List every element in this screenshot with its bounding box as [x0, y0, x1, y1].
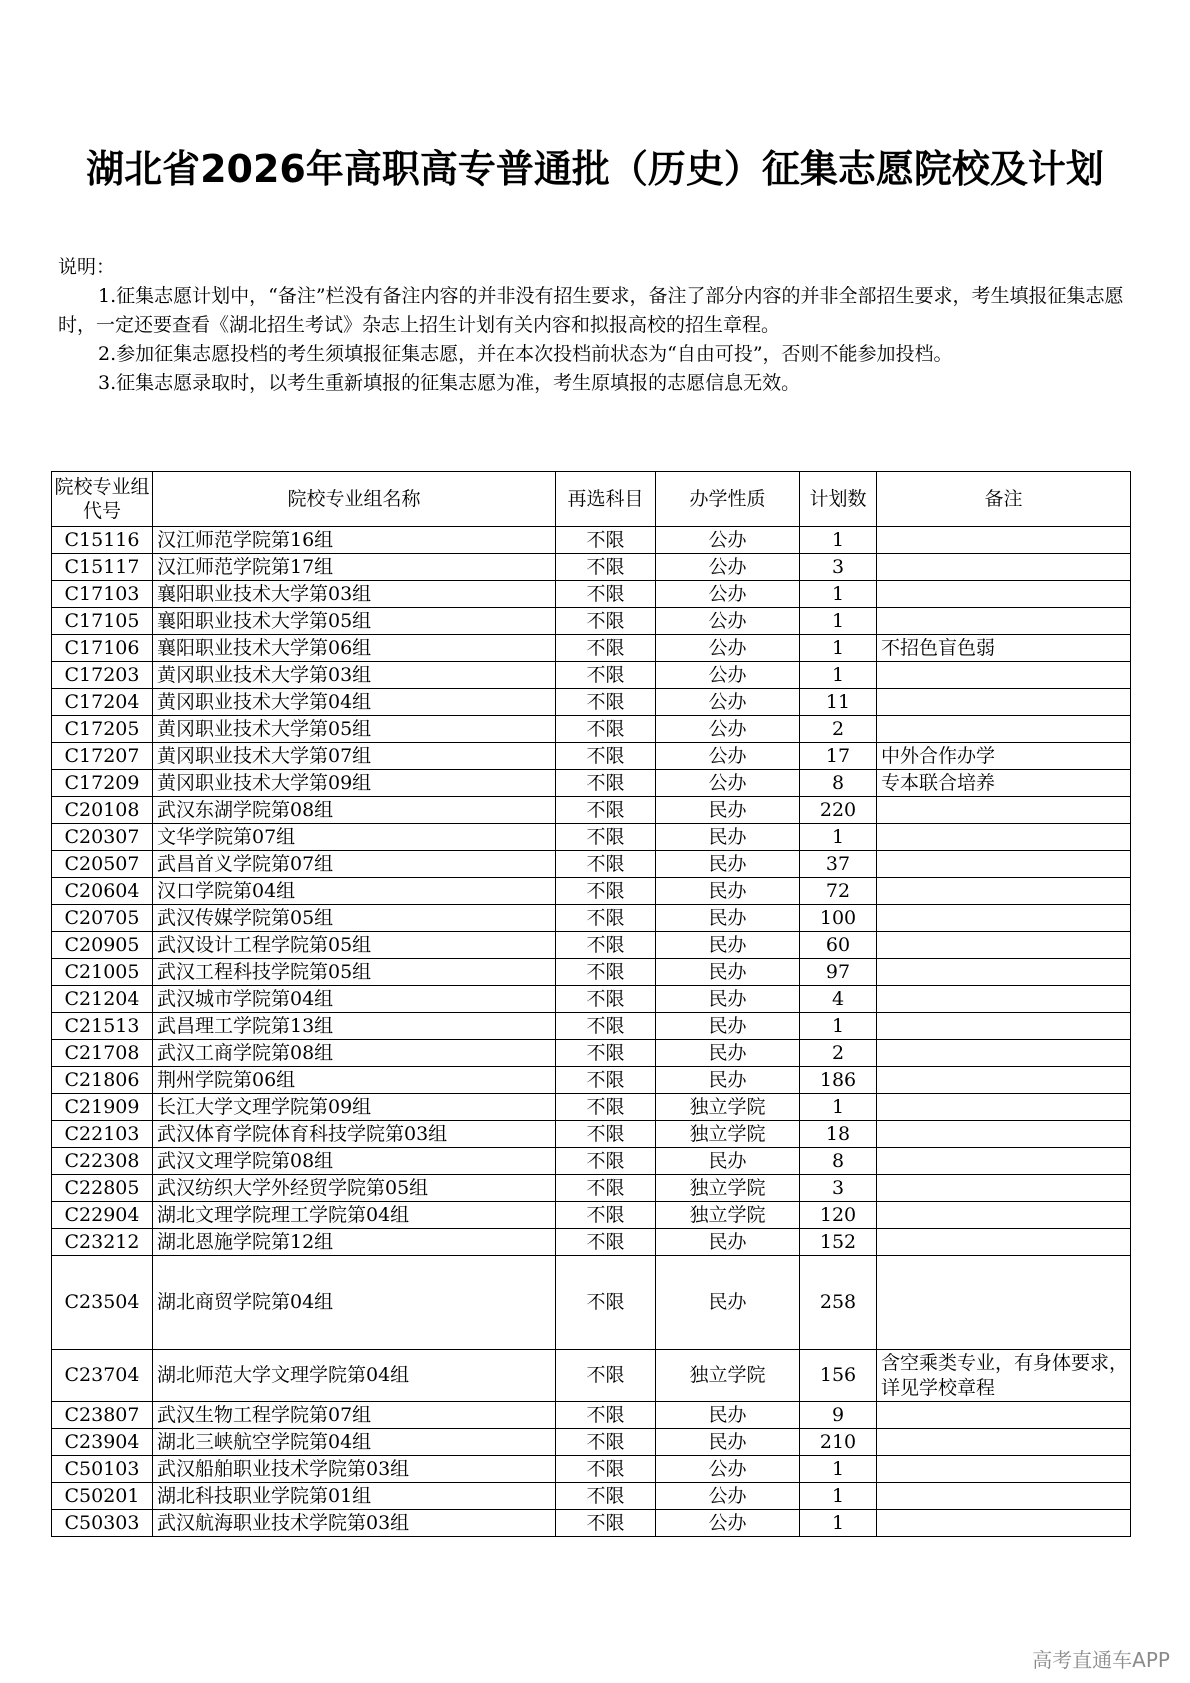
page-title: 湖北省2026年高职高专普通批（历史）征集志愿院校及计划: [86, 147, 1104, 191]
cell-name: 黄冈职业技术大学第05组: [153, 716, 556, 743]
cell-subject: 不限: [556, 1202, 656, 1229]
header-name: 院校专业组名称: [153, 472, 556, 527]
header-type: 办学性质: [656, 472, 800, 527]
table-header-row: [52, 472, 1131, 527]
header-plan: 计划数: [800, 472, 877, 527]
table-row: [52, 1350, 1131, 1402]
cell-code: C22805: [52, 1175, 153, 1202]
cell-note: [877, 1402, 1131, 1429]
cell-note: 含空乘类专业，有身体要求，详见学校章程: [877, 1350, 1131, 1402]
cell-code: C20705: [52, 905, 153, 932]
cell-note: [877, 716, 1131, 743]
cell-name: 武汉文理学院第08组: [153, 1148, 556, 1175]
cell-plan: 3: [800, 1175, 877, 1202]
cell-code: C23212: [52, 1229, 153, 1256]
note-item: 1.征集志愿计划中，“备注”栏没有备注内容的并非没有招生要求，备注了部分内容的并非全部招生要求，考生填报征集志愿时，一定还要查看《湖北招生考试》杂志上招生计划有关内容和拟报高校的招生章程。: [58, 285, 1124, 336]
cell-note: [877, 1429, 1131, 1456]
cell-note: [877, 932, 1131, 959]
cell-plan: 210: [800, 1429, 877, 1456]
cell-code: C21513: [52, 1013, 153, 1040]
cell-name: 武汉东湖学院第08组: [153, 797, 556, 824]
cell-subject: 不限: [556, 1040, 656, 1067]
cell-plan: 152: [800, 1229, 877, 1256]
cell-code: C17204: [52, 689, 153, 716]
table-row: [52, 689, 1131, 716]
cell-name: 武汉城市学院第04组: [153, 986, 556, 1013]
cell-code: C20905: [52, 932, 153, 959]
cell-note: [877, 986, 1131, 1013]
table-row: [52, 554, 1131, 581]
table-row: [52, 1229, 1131, 1256]
cell-type: 公办: [656, 743, 800, 770]
table-row: [52, 1013, 1131, 1040]
cell-code: C23704: [52, 1350, 153, 1402]
cell-plan: 1: [800, 1510, 877, 1537]
cell-note: [877, 1229, 1131, 1256]
cell-name: 汉江师范学院第16组: [153, 527, 556, 554]
cell-note: [877, 959, 1131, 986]
table-row: [52, 1483, 1131, 1510]
cell-note: [877, 1148, 1131, 1175]
cell-subject: 不限: [556, 878, 656, 905]
table-row: [52, 905, 1131, 932]
cell-code: C22904: [52, 1202, 153, 1229]
table-row: [52, 716, 1131, 743]
cell-subject: 不限: [556, 932, 656, 959]
table-row: [52, 662, 1131, 689]
cell-plan: 1: [800, 1094, 877, 1121]
note-item: 3.征集志愿录取时，以考生重新填报的征集志愿为准，考生原填报的志愿信息无效。: [98, 372, 801, 394]
cell-subject: 不限: [556, 1456, 656, 1483]
cell-subject: 不限: [556, 608, 656, 635]
cell-note: [877, 1067, 1131, 1094]
cell-subject: 不限: [556, 1067, 656, 1094]
cell-name: 黄冈职业技术大学第03组: [153, 662, 556, 689]
cell-subject: 不限: [556, 1229, 656, 1256]
cell-plan: 2: [800, 1040, 877, 1067]
cell-subject: 不限: [556, 1121, 656, 1148]
cell-subject: 不限: [556, 1175, 656, 1202]
table-row: [52, 1256, 1131, 1350]
cell-note: [877, 1202, 1131, 1229]
table-row: [52, 581, 1131, 608]
cell-plan: 258: [800, 1256, 877, 1350]
cell-subject: 不限: [556, 743, 656, 770]
cell-name: 襄阳职业技术大学第05组: [153, 608, 556, 635]
cell-code: C20604: [52, 878, 153, 905]
table-row: [52, 959, 1131, 986]
cell-code: C17209: [52, 770, 153, 797]
cell-code: C21204: [52, 986, 153, 1013]
cell-code: C17105: [52, 608, 153, 635]
cell-note: 专本联合培养: [877, 770, 1131, 797]
cell-plan: 4: [800, 986, 877, 1013]
cell-type: 民办: [656, 824, 800, 851]
cell-plan: 9: [800, 1402, 877, 1429]
table-row: [52, 878, 1131, 905]
cell-plan: 18: [800, 1121, 877, 1148]
cell-note: [877, 608, 1131, 635]
cell-type: 公办: [656, 716, 800, 743]
cell-note: [877, 1510, 1131, 1537]
cell-type: 民办: [656, 932, 800, 959]
cell-code: C17106: [52, 635, 153, 662]
cell-plan: 97: [800, 959, 877, 986]
cell-name: 长江大学文理学院第09组: [153, 1094, 556, 1121]
cell-note: [877, 1256, 1131, 1350]
cell-code: C22103: [52, 1121, 153, 1148]
cell-name: 武汉船舶职业技术学院第03组: [153, 1456, 556, 1483]
cell-name: 武汉航海职业技术学院第03组: [153, 1510, 556, 1537]
cell-subject: 不限: [556, 824, 656, 851]
cell-note: [877, 662, 1131, 689]
cell-subject: 不限: [556, 986, 656, 1013]
cell-note: [877, 1483, 1131, 1510]
cell-plan: 156: [800, 1350, 877, 1402]
cell-name: 黄冈职业技术大学第04组: [153, 689, 556, 716]
cell-type: 民办: [656, 797, 800, 824]
cell-note: [877, 824, 1131, 851]
cell-note: [877, 878, 1131, 905]
cell-type: 公办: [656, 581, 800, 608]
cell-subject: 不限: [556, 689, 656, 716]
cell-code: C20108: [52, 797, 153, 824]
cell-note: [877, 1040, 1131, 1067]
cell-type: 民办: [656, 1402, 800, 1429]
cell-type: 独立学院: [656, 1202, 800, 1229]
cell-plan: 1: [800, 1013, 877, 1040]
cell-plan: 186: [800, 1067, 877, 1094]
cell-type: 公办: [656, 689, 800, 716]
cell-code: C50103: [52, 1456, 153, 1483]
cell-name: 武汉生物工程学院第07组: [153, 1402, 556, 1429]
cell-plan: 8: [800, 770, 877, 797]
cell-name: 汉江师范学院第17组: [153, 554, 556, 581]
cell-plan: 17: [800, 743, 877, 770]
cell-subject: 不限: [556, 959, 656, 986]
cell-subject: 不限: [556, 851, 656, 878]
cell-name: 荆州学院第06组: [153, 1067, 556, 1094]
cell-note: [877, 905, 1131, 932]
cell-code: C17203: [52, 662, 153, 689]
cell-subject: 不限: [556, 554, 656, 581]
notes-heading: 说明：: [58, 256, 116, 278]
cell-plan: 1: [800, 635, 877, 662]
cell-code: C21708: [52, 1040, 153, 1067]
table-row: [52, 527, 1131, 554]
cell-name: 湖北科技职业学院第01组: [153, 1483, 556, 1510]
cell-name: 武汉工商学院第08组: [153, 1040, 556, 1067]
cell-name: 襄阳职业技术大学第06组: [153, 635, 556, 662]
watermark: 高考直通车APP: [1032, 1648, 1170, 1672]
header-subject: 再选科目: [556, 472, 656, 527]
cell-note: [877, 1013, 1131, 1040]
cell-plan: 120: [800, 1202, 877, 1229]
cell-type: 独立学院: [656, 1121, 800, 1148]
table-row: [52, 1094, 1131, 1121]
table-row: [52, 851, 1131, 878]
cell-code: C21806: [52, 1067, 153, 1094]
cell-code: C20307: [52, 824, 153, 851]
table-row: [52, 1067, 1131, 1094]
cell-plan: 72: [800, 878, 877, 905]
cell-type: 民办: [656, 959, 800, 986]
cell-code: C23504: [52, 1256, 153, 1350]
table-row: [52, 797, 1131, 824]
cell-name: 武汉体育学院体育科技学院第03组: [153, 1121, 556, 1148]
cell-name: 武汉传媒学院第05组: [153, 905, 556, 932]
cell-type: 民办: [656, 1429, 800, 1456]
cell-note: [877, 1121, 1131, 1148]
table-row: [52, 1202, 1131, 1229]
cell-name: 文华学院第07组: [153, 824, 556, 851]
table-row: [52, 1429, 1131, 1456]
cell-note: [877, 581, 1131, 608]
cell-code: C22308: [52, 1148, 153, 1175]
cell-type: 公办: [656, 608, 800, 635]
cell-type: 民办: [656, 1013, 800, 1040]
cell-name: 武汉工程科技学院第05组: [153, 959, 556, 986]
table-row: [52, 986, 1131, 1013]
cell-subject: 不限: [556, 1429, 656, 1456]
table-row: [52, 824, 1131, 851]
cell-code: C50303: [52, 1510, 153, 1537]
table-row: [52, 770, 1131, 797]
cell-plan: 1: [800, 608, 877, 635]
cell-name: 武汉纺织大学外经贸学院第05组: [153, 1175, 556, 1202]
table-row: [52, 1121, 1131, 1148]
cell-plan: 1: [800, 581, 877, 608]
cell-code: C15117: [52, 554, 153, 581]
table-row: [52, 1148, 1131, 1175]
table-row: [52, 1456, 1131, 1483]
cell-type: 独立学院: [656, 1094, 800, 1121]
cell-subject: 不限: [556, 1350, 656, 1402]
cell-type: 公办: [656, 770, 800, 797]
cell-type: 民办: [656, 1040, 800, 1067]
cell-subject: 不限: [556, 905, 656, 932]
cell-note: [877, 1094, 1131, 1121]
notes: [58, 253, 1138, 398]
cell-subject: 不限: [556, 581, 656, 608]
cell-name: 湖北三峡航空学院第04组: [153, 1429, 556, 1456]
cell-note: 不招色盲色弱: [877, 635, 1131, 662]
cell-subject: 不限: [556, 635, 656, 662]
cell-type: 民办: [656, 1148, 800, 1175]
table-row: [52, 1040, 1131, 1067]
cell-plan: 100: [800, 905, 877, 932]
cell-code: C20507: [52, 851, 153, 878]
plan-table: [51, 471, 1131, 1537]
cell-type: 独立学院: [656, 1175, 800, 1202]
cell-type: 民办: [656, 851, 800, 878]
cell-type: 民办: [656, 878, 800, 905]
cell-plan: 3: [800, 554, 877, 581]
cell-type: 公办: [656, 527, 800, 554]
cell-code: C21005: [52, 959, 153, 986]
cell-type: 公办: [656, 662, 800, 689]
cell-type: 公办: [656, 1456, 800, 1483]
cell-type: 公办: [656, 1510, 800, 1537]
cell-name: 襄阳职业技术大学第03组: [153, 581, 556, 608]
cell-plan: 1: [800, 1483, 877, 1510]
cell-type: 民办: [656, 905, 800, 932]
cell-subject: 不限: [556, 716, 656, 743]
cell-note: [877, 527, 1131, 554]
cell-plan: 220: [800, 797, 877, 824]
cell-note: [877, 554, 1131, 581]
cell-subject: 不限: [556, 1483, 656, 1510]
cell-name: 武汉设计工程学院第05组: [153, 932, 556, 959]
cell-name: 湖北师范大学文理学院第04组: [153, 1350, 556, 1402]
table-row: [52, 1402, 1131, 1429]
cell-plan: 60: [800, 932, 877, 959]
cell-subject: 不限: [556, 662, 656, 689]
cell-note: [877, 1456, 1131, 1483]
cell-type: 公办: [656, 554, 800, 581]
cell-subject: 不限: [556, 797, 656, 824]
cell-type: 公办: [656, 1483, 800, 1510]
cell-plan: 1: [800, 824, 877, 851]
cell-plan: 1: [800, 662, 877, 689]
cell-plan: 11: [800, 689, 877, 716]
cell-name: 湖北文理学院理工学院第04组: [153, 1202, 556, 1229]
cell-name: 武昌首义学院第07组: [153, 851, 556, 878]
cell-name: 黄冈职业技术大学第07组: [153, 743, 556, 770]
cell-note: 中外合作办学: [877, 743, 1131, 770]
cell-subject: 不限: [556, 527, 656, 554]
cell-subject: 不限: [556, 1094, 656, 1121]
cell-note: [877, 797, 1131, 824]
cell-type: 民办: [656, 1256, 800, 1350]
cell-plan: 37: [800, 851, 877, 878]
table-row: [52, 1175, 1131, 1202]
cell-plan: 8: [800, 1148, 877, 1175]
cell-type: 民办: [656, 986, 800, 1013]
cell-note: [877, 689, 1131, 716]
cell-name: 黄冈职业技术大学第09组: [153, 770, 556, 797]
table-row: [52, 608, 1131, 635]
cell-note: [877, 851, 1131, 878]
cell-name: 武昌理工学院第13组: [153, 1013, 556, 1040]
header-note: 备注: [877, 472, 1131, 527]
cell-name: 湖北商贸学院第04组: [153, 1256, 556, 1350]
table-row: [52, 635, 1131, 662]
cell-code: C21909: [52, 1094, 153, 1121]
cell-code: C15116: [52, 527, 153, 554]
table-body: [52, 527, 1131, 1537]
cell-code: C17103: [52, 581, 153, 608]
cell-subject: 不限: [556, 1510, 656, 1537]
cell-name: 湖北恩施学院第12组: [153, 1229, 556, 1256]
cell-subject: 不限: [556, 770, 656, 797]
note-item: 2.参加征集志愿投档的考生须填报征集志愿，并在本次投档前状态为“自由可投”，否则不能参加投档。: [98, 343, 953, 365]
cell-code: C23904: [52, 1429, 153, 1456]
cell-plan: 2: [800, 716, 877, 743]
table-row: [52, 1510, 1131, 1537]
cell-type: 公办: [656, 635, 800, 662]
cell-type: 独立学院: [656, 1350, 800, 1402]
cell-type: 民办: [656, 1229, 800, 1256]
cell-code: C50201: [52, 1483, 153, 1510]
header-code: 院校专业组代号: [52, 472, 153, 527]
cell-subject: 不限: [556, 1402, 656, 1429]
cell-note: [877, 1175, 1131, 1202]
cell-subject: 不限: [556, 1256, 656, 1350]
cell-subject: 不限: [556, 1013, 656, 1040]
cell-code: C17207: [52, 743, 153, 770]
cell-name: 汉口学院第04组: [153, 878, 556, 905]
cell-subject: 不限: [556, 1148, 656, 1175]
cell-plan: 1: [800, 1456, 877, 1483]
cell-code: C17205: [52, 716, 153, 743]
table-row: [52, 932, 1131, 959]
cell-plan: 1: [800, 527, 877, 554]
table-row: [52, 743, 1131, 770]
cell-code: C23807: [52, 1402, 153, 1429]
cell-type: 民办: [656, 1067, 800, 1094]
